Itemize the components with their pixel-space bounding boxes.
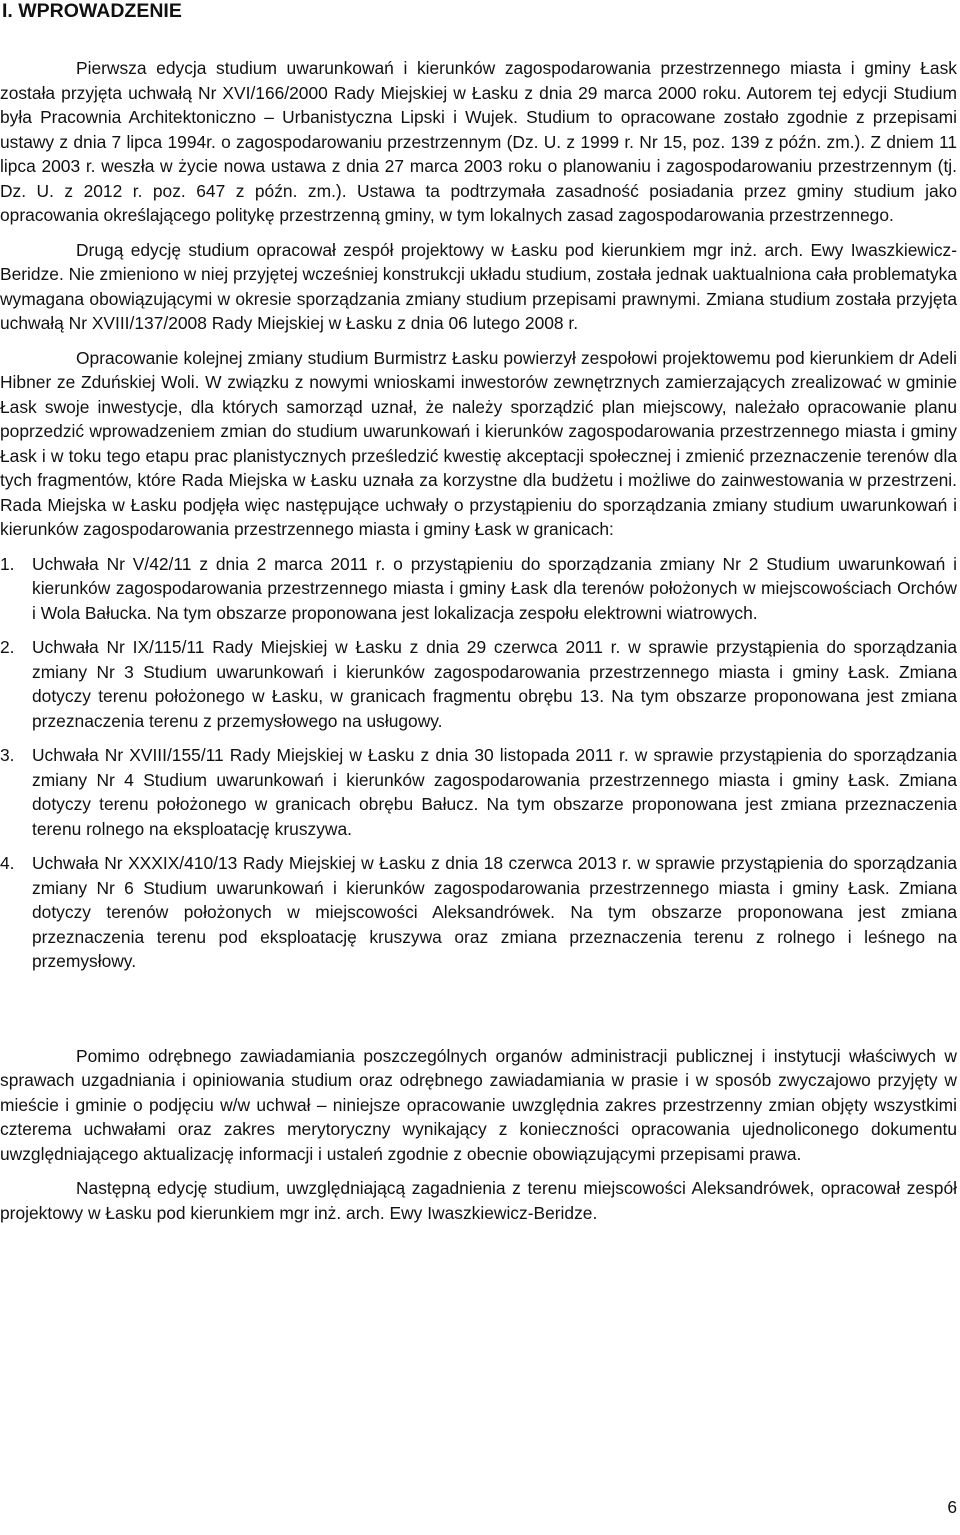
list-item-text: Uchwała Nr XVIII/155/11 Rady Miejskiej w Łasku z dnia 30 listopada 2011 r. w sprawie przystąpienia do sporządzania zmiany Nr 4 Studium uwarunkowań i kierunków zagospodarowania przestrzennego miasta i gminy Łask. Zmiana dotyczy terenu położonego w granicach obrębu Bałucz. Na tym obszarze proponowana jest zmiana przeznaczenia terenu rolnego na eksploatację kruszywa. (32, 745, 957, 839)
paragraph-first-edition: Pierwsza edycja studium uwarunkowań i kierunków zagospodarowania przestrzennego miasta i gminy Łask została przyjęta uchwałą Nr XVI/166/2000 Rady Miejskiej w Łasku z dnia 29 marca 2000 roku. Autorem tej edycji Studium była Pracownia Architektoniczno – Urbanistyczna Lipski i Wujek. Studium to opracowane zostało zgodnie z przepisami ustawy z dnia 7 lipca 1994r. o zagospodarowaniu przestrzennym (Dz. U. z 1999 r. Nr 15, poz. 139 z późn. zm.). Z dniem 11 lipca 2003 r. weszła w życie nowa ustawa z dnia 27 marca 2003 roku o planowaniu i zagospodarowaniu przestrzennym (tj. Dz. U. z 2012 r. poz. 647 z późn. zm.). Ustawa ta podtrzymała zasadność posiadania przez gminy studium jako opracowania określającego politykę przestrzenną gminy, w tym lokalnych zasad zagospodarowania przestrzennego. (0, 58, 957, 225)
paragraph-scope-note: Pomimo odrębnego zawiadamiania poszczególnych organów administracji publicznej i instytucji właściwych w sprawach uzgadniania i opiniowania studium oraz odrębnego zawiadamiania w prasie i w sposób zwyczajowo przyjęty w mieście i gminie o podjęciu w/w uchwał – niniejsze opracowanie uwzględnia zakres przestrzenny zmian objęty wszystkimi czterema uchwałami oraz zakres merytoryczny wynikający z konieczności opracowania ujednoliconego dokumentu uwzględniającego aktualizację informacji i ustaleń zgodnie z obecnie obowiązującymi przepisami prawa. (0, 1045, 957, 1164)
page-number: 6 (947, 1497, 957, 1517)
list-item-text: Uchwała Nr IX/115/11 Rady Miejskiej w Łasku z dnia 29 czerwca 2011 r. w sprawie przystąpienia do sporządzania zmiany Nr 3 Studium uwarunkowań i kierunków zagospodarowania przestrzennego miasta i gminy Łask. Zmiana dotyczy terenu położonego w Łasku, w granicach fragmentu obrębu 13. Na tym obszarze proponowana jest zmiana przeznaczenia terenu z przemysłowego na usługowy. (32, 637, 957, 731)
list-item-text: Uchwała Nr XXXIX/410/13 Rady Miejskiej w Łasku z dnia 18 czerwca 2013 r. w sprawie przystąpienia do sporządzania zmiany Nr 6 Studium uwarunkowań i kierunków zagospodarowania przestrzennego miasta i gminy Łask. Zmiana dotyczy terenów położonych w miejscowości Aleksandrówek. Na tym obszarze proponowana jest zmiana przeznaczenia terenu pod eksploatację kruszywa oraz zmiana przeznaczenia terenu z rolnego i leśnego na przemysłowy. (32, 853, 957, 971)
resolutions-list (0, 552, 957, 974)
list-item-number: 1. (0, 553, 15, 574)
paragraph-resolutions-intro: Opracowanie kolejnej zmiany studium Burmistrz Łasku powierzył zespołowi projektowemu pod kierunkiem dr Adeli Hibner ze Zduńskiej Woli. W związku z nowymi wnioskami inwestorów zewnętrznych zamierzających zrealizować w gminie Łask swoje inwestycje, dla których samorząd uznał, że należy sporządzić plan miejscowy, należało opracowanie planu poprzedzić wprowadzeniem zmian do studium uwarunkowań i kierunków zagospodarowania przestrzennego miasta i gminy Łask i w toku tego etapu prac planistycznych prześledzić kwestię akceptacji społecznej i zmienić przeznaczenie terenów dla tych fragmentów, które Rada Miejska w Łasku uznała za korzystne dla budżetu i możliwe do zainwestowania w przestrzeni. Rada Miejska w Łasku podjęła więc następujące uchwały o przystąpieniu do sporządzania zmiany studium uwarunkowań i kierunków zagospodarowania przestrzennego miasta i gminy Łask w granicach: (0, 347, 957, 539)
list-item (0, 743, 957, 841)
list-item-text: Uchwała Nr V/42/11 z dnia 2 marca 2011 r. o przystąpieniu do sporządzania zmiany Nr 2 Studium uwarunkowań i kierunków zagospodarowania przestrzennego miasta i gminy Łask dla terenów położonych w miejscowościach Orchów i Wola Bałucka. Na tym obszarze proponowana jest lokalizacja zespołu elektrowni wiatrowych. (32, 553, 957, 623)
list-item (0, 635, 957, 733)
document-body (0, 56, 957, 1225)
section-heading: I. WPROWADZENIE (2, 0, 182, 22)
list-item-number: 3. (0, 745, 15, 765)
list-item-number: 4. (0, 853, 15, 873)
list-item-number: 2. (0, 637, 15, 657)
paragraph-next-edition: Następną edycję studium, uwzględniającą zagadnienia z terenu miejscowości Aleksandrówek, opracował zespół projektowy w Łasku pod kierunkiem mgr inż. arch. Ewy Iwaszkiewicz-Beridze. (0, 1178, 957, 1223)
paragraph-second-edition: Drugą edycję studium opracował zespół projektowy w Łasku pod kierunkiem mgr inż. arch. Ewy Iwaszkiewicz-Beridze. Nie zmieniono w niej przyjętej wcześniej konstrukcji układu studium, została jednak uaktualniona cała problematyka wymagana obowiązującymi w okresie sporządzania zmiany studium przepisami prawnymi. Zmiana studium została przyjęta uchwałą Nr XVIII/137/2008 Rady Miejskiej w Łasku z dnia 06 lutego 2008 r. (0, 239, 957, 333)
list-item (0, 851, 957, 974)
list-item (0, 552, 957, 626)
